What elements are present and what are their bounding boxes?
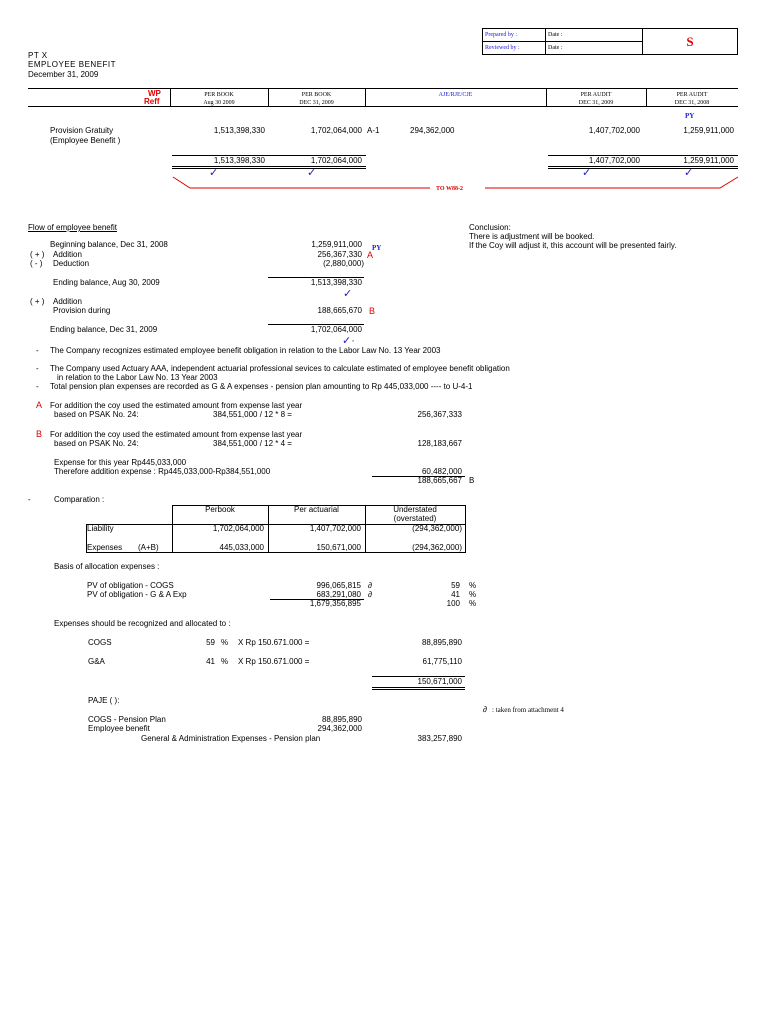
bullet-dash: - [36,346,39,355]
expense-value: 60,482,000 [421,467,462,476]
col2-top: PER BOOK [301,92,332,98]
col2-bottom: DEC 31, 2009 [299,100,334,106]
pct-sign: % [469,599,477,608]
comparation-heading: Comparation : [54,495,105,504]
footnote-mark: ∂ [483,705,487,714]
addition-value: 256,367,330 [317,250,362,259]
calc-a-result: 256,367,333 [417,410,462,419]
provision-audit-2009: 1,407,702,000 [588,126,640,135]
ending-dec-label: Ending balance, Dec 31, 2009 [50,325,158,334]
addition-label: Addition [53,250,82,259]
comp-col-under-sub: (overstated) [393,514,437,523]
alloc-total-pct: 100 [446,599,460,608]
note-2: The Company used Actuary AAA, independent actuarial professional sevices to calculate estimated of employee benefit obligation [50,364,510,373]
beginning-value: 1,259,911,000 [311,240,362,249]
provision-aug: 1,513,398,330 [213,126,265,135]
provision-during-label: Provision during [53,306,111,315]
doc-date: December 31, 2009 [28,70,99,79]
wp-label: WP [148,89,161,98]
expenses-under: (294,362,000) [412,543,462,552]
rec-cogs-value: 88,895,890 [421,638,462,647]
provision-adj: 294,362,000 [410,126,455,135]
expense-total: 188,665,667 [417,476,462,485]
alloc-total-value: 1,679,356,895 [309,599,361,608]
deduction-label: Deduction [53,259,90,268]
ending-aug-label: Ending balance, Aug 30, 2009 [53,278,160,287]
note-3: Total pension plan expenses are recorded as G & A expenses - pension plan amounting to Rp 445,033,000 ---- to U-4-1 [50,382,473,391]
reff-label: Reff [144,97,160,106]
tick-icon: ✓ [684,167,694,179]
rec-ga-value: 61,775,110 [422,657,462,666]
doc-title: EMPLOYEE BENEFIT [28,60,117,69]
pct-sign: % [469,590,477,599]
col1-bottom: Aug 30 2009 [203,100,235,106]
paje-cogs-label: COGS - Pension Plan [88,715,166,724]
calc-b-line2: based on PSAK No. 24: [54,439,139,448]
liability-actuarial: 1,407,702,000 [309,524,361,533]
calc-a-line1: For addition the coy used the estimated amount from expense last year [50,401,303,410]
alloc-cogs-mark: ∂ [368,581,372,590]
tick-icon: ✓· [342,335,355,347]
conclusion-line: There is adjustment will be booked. [469,232,595,241]
col3-top: AJE/RJE/CJE [438,92,473,98]
paje-heading: PAJE ( ): [88,696,120,705]
calc-b-formula: 384,551,000 / 12 * 4 = [213,439,292,448]
calc-a-formula: 384,551,000 / 12 * 8 = [213,410,292,419]
conclusion-title: Conclusion: [469,223,511,232]
provision-during-value: 188,665,670 [317,306,362,315]
provision-dec: 1,702,064,000 [310,126,362,135]
signoff-mark: S [643,29,738,55]
rec-double-rule [372,687,465,690]
calc-b-ref: B [36,429,43,439]
pct-sign: % [469,581,477,590]
comp-col-perbook: Perbook [205,505,235,514]
expenses-actuarial: 150,671,000 [316,543,361,552]
calc-b-result: 128,183,667 [417,439,462,448]
ending-dec-value: 1,702,064,000 [310,325,362,334]
pct-sign: % [221,638,229,647]
beginning-label: Beginning balance, Dec 31, 2008 [50,240,168,249]
conclusion-line: If the Coy will adjust it, this account will be presented fairly. [469,241,677,250]
allocation-heading: Basis of allocation expenses : [54,562,160,571]
col5-bottom: DEC 31, 2008 [674,100,710,106]
total-audit-2008: 1,259,911,000 [683,156,734,165]
rec-total-value: 150,671,000 [417,677,462,686]
footnote-text: : taken from attachment 4 [492,706,564,714]
liability-label: Liability [87,524,114,533]
rec-cogs-formula: X Rp 150.671.000 = [238,638,310,647]
paje-ga-value: 383,257,890 [417,734,462,743]
rec-cogs-pct: 59 [206,638,215,647]
comp-col-actuarial: Per actuarial [294,505,339,514]
reviewed-by-label: Reviewed by : [483,42,546,55]
recognized-heading: Expenses should be recognized and allocated to : [54,619,231,628]
reviewed-date-label: Date : [546,42,643,55]
expenses-ref: (A+B) [138,543,159,552]
deduction-value: (2,880,000) [323,259,364,268]
to-ref: TO W88-2 [436,186,463,192]
col1-top: PER BOOK [204,92,234,98]
alloc-cogs-pct: 59 [451,581,460,590]
bullet-dash: - [28,495,31,504]
calc-b-line1: For addition the coy used the estimated amount from expense last year [50,430,303,439]
liability-perbook: 1,702,064,000 [212,524,264,533]
alloc-cogs-value: 996,065,815 [316,581,361,590]
expense-line1: Expense for this year Rp445,033,000 [54,458,187,467]
paje-eb-value: 294,362,000 [317,724,362,733]
provision-during-ref: B [369,306,376,316]
col4-top: PER AUDIT [580,92,612,98]
tick-icon: ✓ [209,167,219,179]
ending-aug-value: 1,513,398,330 [310,278,362,287]
prepared-by-label: Prepared by : [483,29,546,42]
tick-icon: ✓ [582,167,592,179]
addition2-sign: ( + ) [30,297,45,306]
addition-sign: ( + ) [30,250,45,259]
paje-eb-label: Employee benefit [88,724,150,733]
expenses-label: Expenses [87,543,123,552]
paje-cogs-value: 88,895,890 [321,715,362,724]
tick-icon: ✓ [307,167,317,179]
prepared-date-label: Date : [546,29,643,42]
alloc-ga-value: 683,291,080 [316,590,361,599]
rec-ga-pct: 41 [206,657,215,666]
provision-audit-2008: 1,259,911,000 [683,126,734,135]
comp-col-under: Understated [393,505,437,514]
rec-cogs-label: COGS [88,638,112,647]
flow-heading: Flow of employee benefit [28,223,117,232]
provision-label: Provision Gratuity [50,126,114,135]
total-dec: 1,702,064,000 [310,156,362,165]
provision-sublabel: (Employee Benefit ) [50,136,121,145]
flow-py-mark: PY [372,244,382,252]
deduction-sign: ( - ) [30,259,43,268]
pct-sign: % [221,657,229,666]
paje-ga-label: General & Administration Expenses - Pension plan [141,734,321,743]
alloc-ga-label: PV of obligation - G & A Exp [87,590,187,599]
provision-ref: A-1 [367,126,380,135]
note-2-cont: in relation to the Labor Law No. 13 Year 2003 [57,373,218,382]
alloc-ga-pct: 41 [451,590,460,599]
bullet-dash: - [36,364,39,373]
col4-bottom: DEC 31, 2009 [578,100,614,106]
company-name: PT X [28,51,48,60]
expense-line2: Therefore addition expense : Rp445,033,000-Rp384,551,000 [54,467,271,476]
alloc-ga-mark: ∂ [368,590,372,599]
addition-ref: A [367,250,374,260]
expenses-perbook: 445,033,000 [219,543,264,552]
expense-total-ref: B [469,476,475,485]
liability-under: (294,362,000) [412,524,462,533]
alloc-cogs-label: PV of obligation - COGS [87,581,174,590]
total-audit-2009: 1,407,702,000 [588,156,640,165]
col5-top: PER AUDIT [676,92,708,98]
rec-ga-label: G&A [88,657,105,666]
total-aug: 1,513,398,330 [213,156,265,165]
py-mark: PY [685,112,695,120]
calc-a-line2: based on PSAK No. 24: [54,410,139,419]
calc-a-ref: A [36,400,43,410]
note-1: The Company recognizes estimated employee benefit obligation in relation to the Labor Law No. 13 Year 2003 [50,346,441,355]
bullet-dash: - [36,382,39,391]
rec-ga-formula: X Rp 150.671.000 = [238,657,310,666]
tick-icon: ✓ [343,288,353,300]
addition2-label: Addition [53,297,82,306]
